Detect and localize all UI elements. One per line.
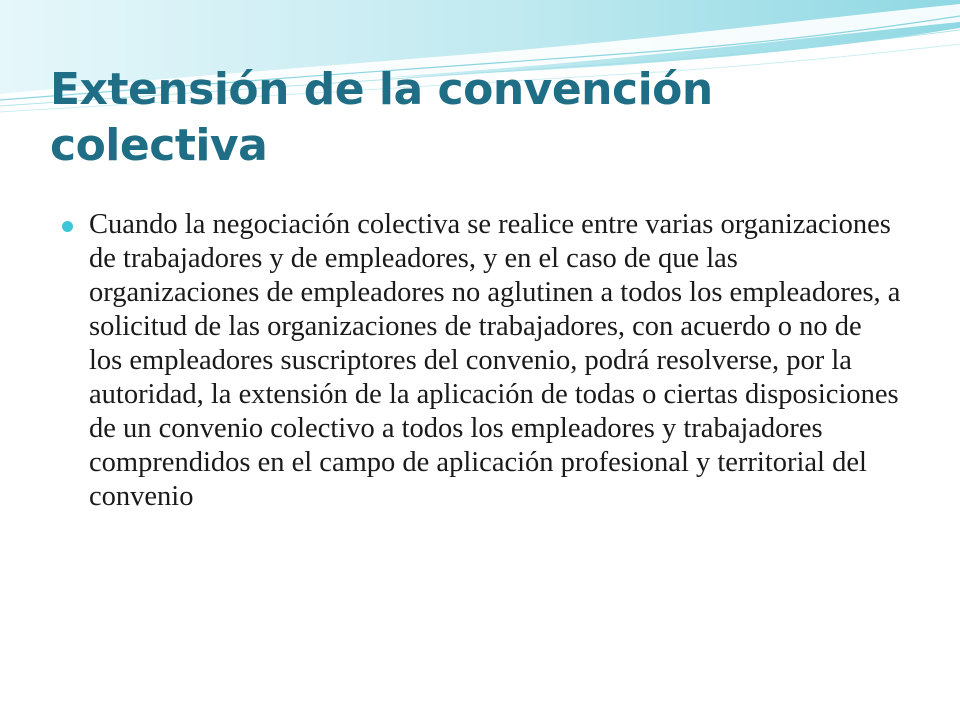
bullet-text: Cuando la negociación colectiva se realice entre varias organizaciones de trabajadores y de empleadores, y en el caso de que las organizaciones de empleadores no aglutinen a todos los empleadores, a solicitud de las organizaciones de trabajadores, con acuerdo o no de los empleadores suscriptores del convenio, podrá resolverse, por la autoridad, la extensión de la aplicación de todas o ciertas disposiciones de un convenio colectivo a todos los empleadores y trabajadores comprendidos en el campo de aplicación profesional y territorial del convenio <box>89 209 901 512</box>
bullet-item <box>62 208 902 514</box>
bullet-dot-icon <box>62 221 73 232</box>
bullet-list <box>62 208 902 514</box>
slide-title: Extensión de la convención colectiva <box>50 64 713 171</box>
